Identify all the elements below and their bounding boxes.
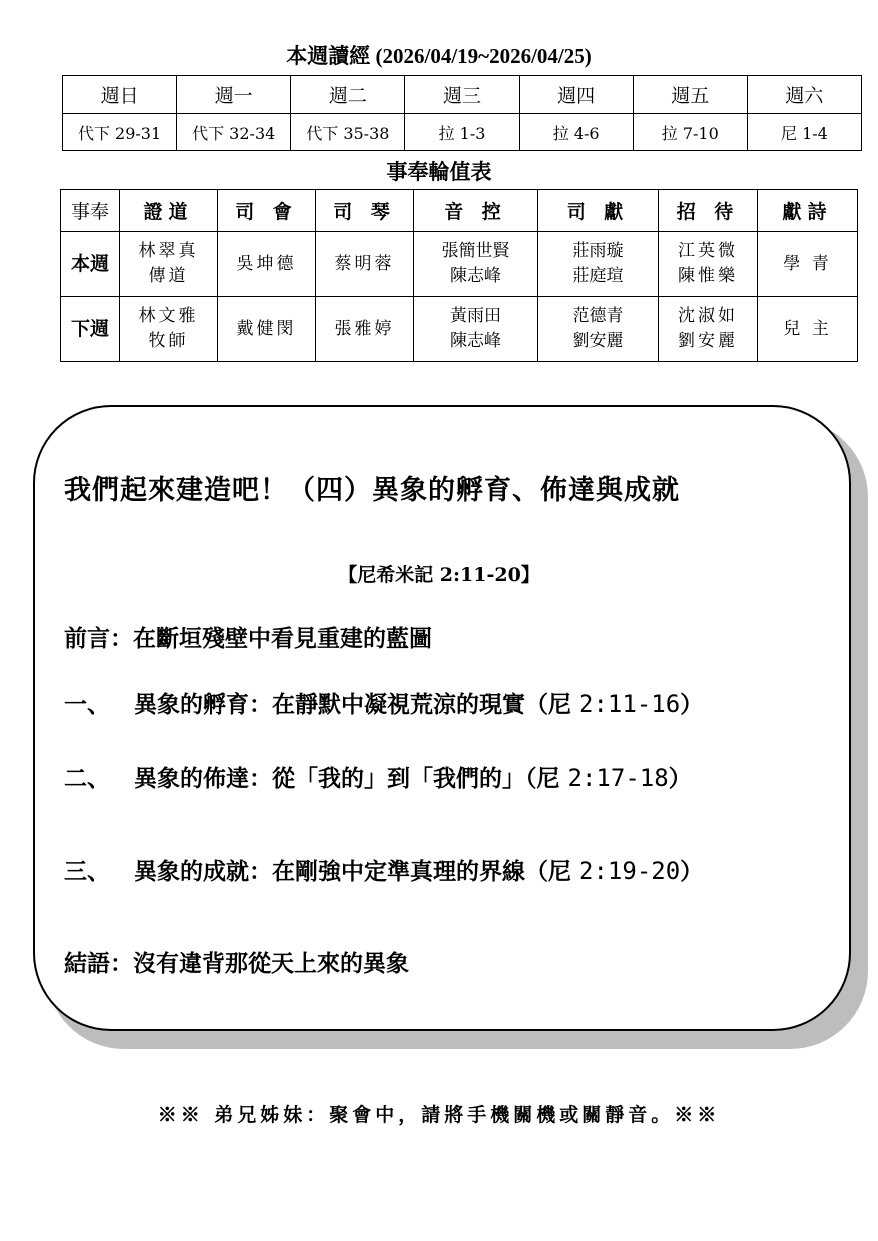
row-label: 下週	[61, 297, 120, 362]
duty-title: 事奉輪值表	[386, 159, 492, 184]
reading-title: 本週讀經 (2026/04/19~2026/04/25)	[286, 44, 592, 68]
point-reference: 2:11-16	[579, 690, 681, 718]
usher-name: 陳惟樂	[678, 266, 738, 286]
sermon-point-3	[64, 853, 703, 886]
offering-name: 莊雨璇	[572, 241, 624, 261]
reading-verses-row	[63, 114, 862, 151]
duty-row-this-week	[61, 232, 858, 297]
sound-name: 陳志峰	[450, 331, 501, 351]
verse-cell: 代下 35-38	[291, 114, 405, 151]
duty-table	[60, 189, 858, 362]
point-number: 二、	[64, 765, 110, 792]
verse-cell: 拉 4-6	[519, 114, 633, 151]
preacher-name: 林文雅	[138, 306, 199, 326]
preacher-title: 牧師	[148, 331, 189, 351]
duty-header-row	[61, 190, 858, 232]
offering-cell	[538, 297, 659, 362]
row-label: 本週	[61, 232, 120, 297]
header-cell: 司 會	[218, 190, 316, 232]
sermon-point-2	[64, 760, 692, 793]
verse-cell: 拉 7-10	[633, 114, 747, 151]
piano-cell: 蔡明蓉	[316, 232, 414, 297]
day-cell: 週五	[633, 76, 747, 114]
day-cell: 週四	[519, 76, 633, 114]
sound-name: 陳志峰	[450, 266, 501, 286]
point-reference: 2:19-20	[579, 857, 681, 885]
point-close: ）	[680, 858, 704, 885]
preacher-name: 林翠真	[138, 241, 199, 261]
sermon-conclusion: 結語：沒有違背那從天上來的異象	[64, 950, 409, 977]
header-cell: 司 琴	[316, 190, 414, 232]
point-reference: 2:17-18	[567, 764, 669, 792]
offering-name: 莊庭瑄	[572, 266, 624, 286]
point-text: 異象的成就：在剛強中定準真理的界線（尼	[134, 858, 580, 885]
header-cell: 獻詩	[758, 190, 858, 232]
point-number: 三、	[64, 858, 110, 885]
sermon-passage: 【尼希米記 2:11-20】	[338, 564, 540, 586]
footer-notice: ※※ 弟兄姊妹：聚會中，請將手機關機或關靜音。※※	[157, 1104, 721, 1126]
verse-cell: 尼 1-4	[747, 114, 861, 151]
duty-row-next-week	[61, 297, 858, 362]
day-cell: 週三	[405, 76, 519, 114]
usher-name: 沈淑如	[678, 306, 738, 326]
day-cell: 週六	[747, 76, 861, 114]
header-cell: 音 控	[414, 190, 538, 232]
reading-table	[62, 75, 862, 151]
sermon-intro: 前言：在斷垣殘壁中看見重建的藍圖	[64, 625, 432, 652]
sound-cell	[414, 232, 538, 297]
sound-cell	[414, 297, 538, 362]
offering-name: 范德青	[572, 306, 624, 326]
offering-name: 劉安麗	[572, 331, 624, 351]
day-cell: 週二	[291, 76, 405, 114]
preacher-cell	[120, 297, 218, 362]
choir-cell: 學 青	[758, 232, 858, 297]
day-cell: 週一	[177, 76, 291, 114]
host-cell: 吳坤德	[218, 232, 316, 297]
preacher-title: 傳道	[148, 266, 189, 286]
header-cell: 證道	[120, 190, 218, 232]
usher-name: 江英微	[678, 241, 738, 261]
point-close: ）	[668, 765, 692, 792]
point-close: ）	[680, 691, 704, 718]
sound-name: 張簡世賢	[441, 241, 510, 261]
header-cell: 招 待	[659, 190, 758, 232]
verse-cell: 代下 29-31	[63, 114, 177, 151]
sermon-point-1	[64, 686, 703, 719]
verse-cell: 代下 32-34	[177, 114, 291, 151]
point-text: 異象的佈達：從「我的」到「我們的」（尼	[134, 765, 568, 792]
day-cell: 週日	[63, 76, 177, 114]
sermon-title: 我們起來建造吧！（四）異象的孵育、佈達與成就	[64, 475, 680, 506]
reading-days-row	[63, 76, 862, 114]
usher-cell	[659, 297, 758, 362]
usher-name: 劉安麗	[678, 331, 738, 351]
point-number: 一、	[64, 691, 110, 718]
usher-cell	[659, 232, 758, 297]
offering-cell	[538, 232, 659, 297]
verse-cell: 拉 1-3	[405, 114, 519, 151]
sound-name: 黃雨田	[450, 306, 501, 326]
header-cell: 司 獻	[538, 190, 659, 232]
choir-cell: 兒 主	[758, 297, 858, 362]
piano-cell: 張雅婷	[316, 297, 414, 362]
host-cell: 戴健閔	[218, 297, 316, 362]
header-cell: 事奉	[61, 190, 120, 232]
point-text: 異象的孵育：在靜默中凝視荒涼的現實（尼	[134, 691, 580, 718]
preacher-cell	[120, 232, 218, 297]
